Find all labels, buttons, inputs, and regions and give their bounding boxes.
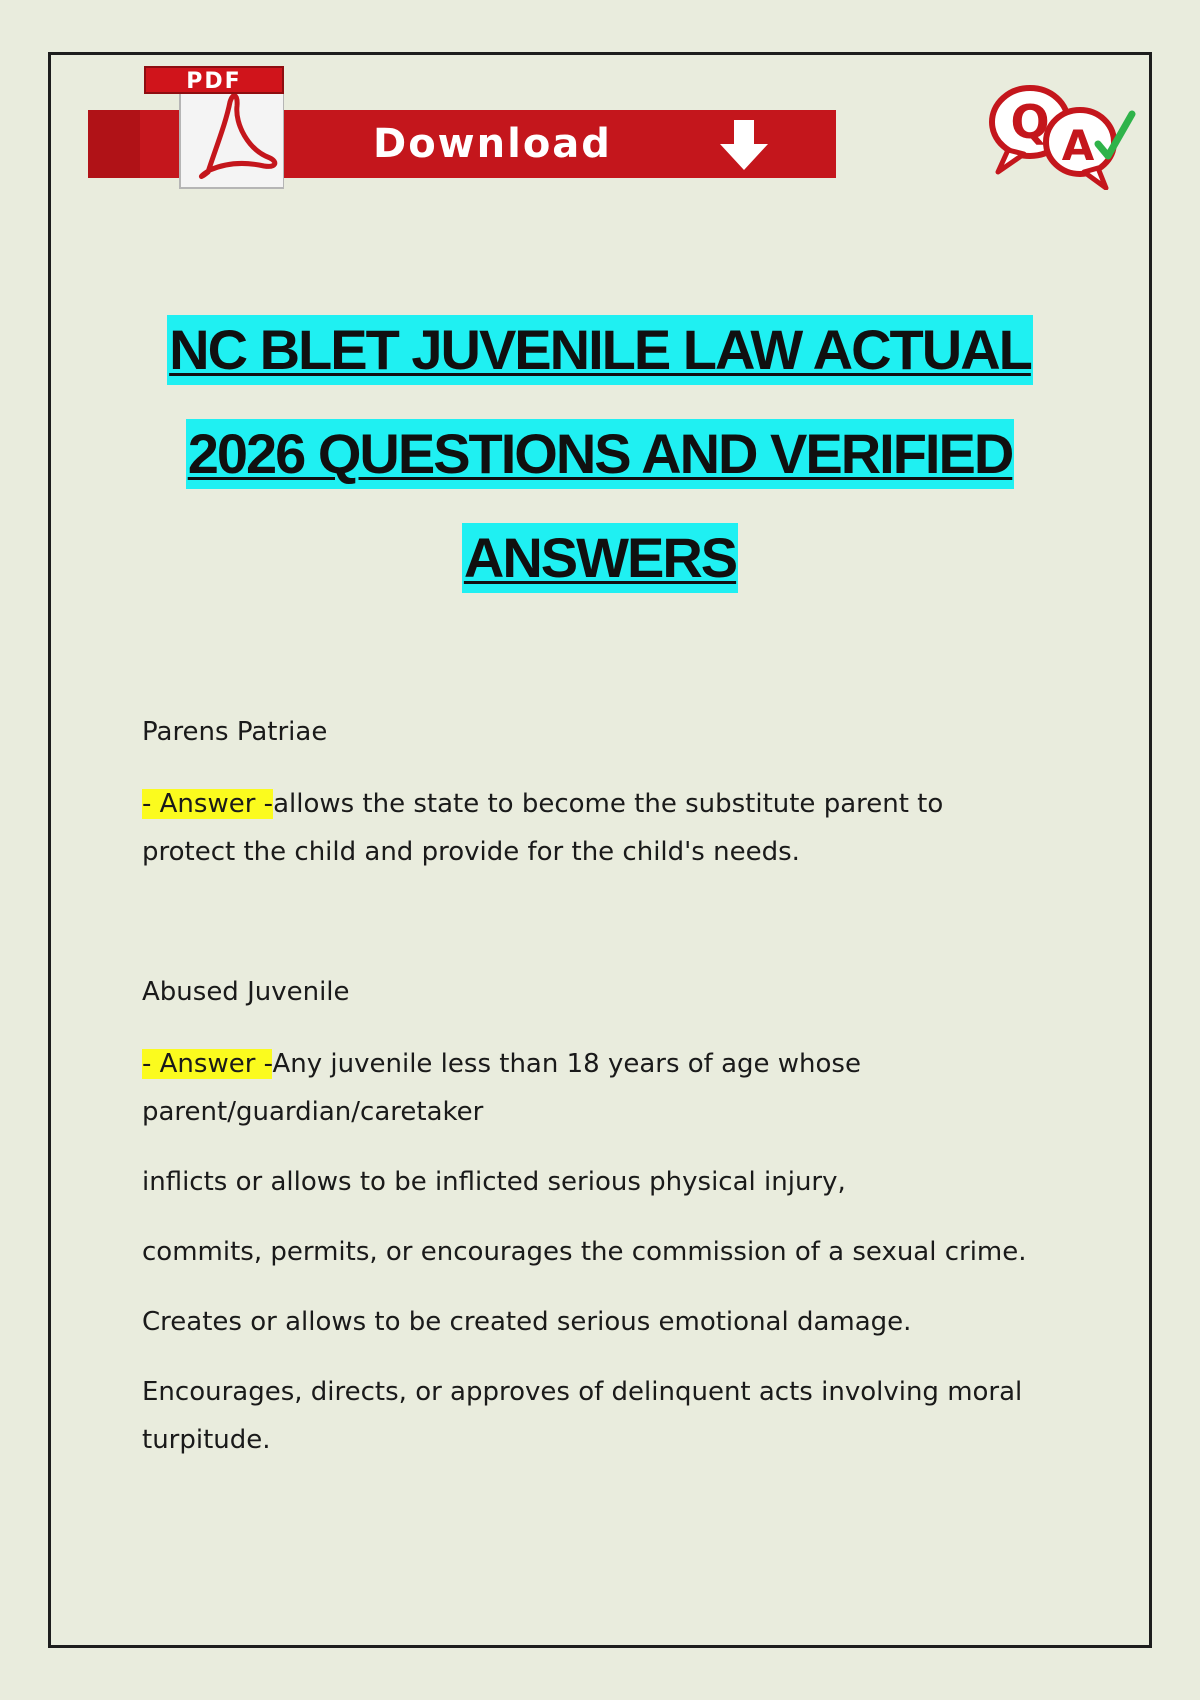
logo-q-letter: Q bbox=[1010, 95, 1050, 149]
answer-extra-line: inflicts or allows to be inflicted serious physical injury, bbox=[142, 1167, 846, 1197]
pdf-download-banner[interactable] bbox=[88, 62, 838, 192]
pdf-file-icon bbox=[138, 62, 284, 190]
download-arrow-icon[interactable] bbox=[718, 118, 770, 172]
answer-extra-line: Creates or allows to be created serious emotional damage. bbox=[142, 1307, 912, 1337]
title-line-3: ANSWERS bbox=[462, 523, 738, 593]
answer-extra-line: Encourages, directs, or approves of delinquent acts involving moral turpitude. bbox=[142, 1377, 1023, 1455]
entry-term: Abused Juvenile bbox=[142, 977, 350, 1007]
document-title bbox=[100, 315, 1100, 627]
pdf-tag: PDF bbox=[144, 66, 284, 94]
answer-prefix: - Answer - bbox=[142, 1049, 273, 1079]
download-bar-left-edge bbox=[88, 110, 140, 178]
download-label[interactable]: Download bbox=[373, 121, 612, 167]
entry-answer bbox=[142, 1040, 1042, 1136]
logo-a-letter: A bbox=[1061, 121, 1095, 170]
answer-prefix: - Answer - bbox=[142, 789, 274, 819]
qa-entry bbox=[142, 712, 1042, 876]
qa-content bbox=[142, 712, 1042, 1464]
answer-text: Any juvenile less than 18 years of age whose parent/guardian/caretaker bbox=[142, 1049, 861, 1127]
answer-text: allows the state to become the substitute parent to protect the child and provide for the child's needs. bbox=[142, 789, 944, 867]
title-line-2: 2026 QUESTIONS AND VERIFIED bbox=[186, 419, 1015, 489]
answer-extra-line: commits, permits, or encourages the commission of a sexual crime. bbox=[142, 1237, 1027, 1267]
qa-logo bbox=[980, 80, 1140, 190]
entry-term: Parens Patriae bbox=[142, 717, 328, 747]
qa-entry bbox=[142, 972, 1042, 1464]
entry-answer bbox=[142, 780, 1042, 876]
title-line-1: NC BLET JUVENILE LAW ACTUAL bbox=[167, 315, 1033, 385]
